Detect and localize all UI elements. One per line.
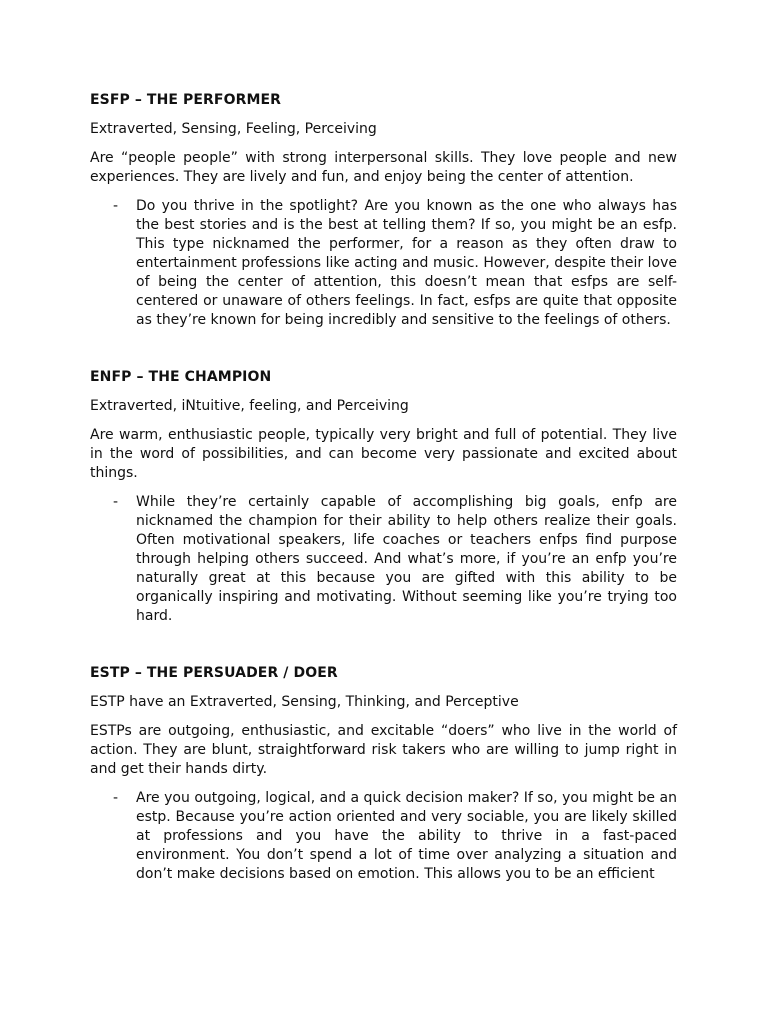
section-enfp	[90, 368, 677, 626]
section-subtitle: ESTP have an Extraverted, Sensing, Thinking, and Perceptive	[90, 694, 519, 710]
bullet-item	[90, 789, 677, 884]
bullet-text: Are you outgoing, logical, and a quick decision maker? If so, you might be an estp. Because you’re action oriented and very sociable, you are likely skilled at professions and you have the ability to thrive in a fast-paced environment. You don’t spend a lot of time over analyzing a situation and don’t make decisions based on emotion. This allows you to be an efficient	[136, 790, 677, 882]
section-heading: ENFP – THE CHAMPION	[90, 369, 272, 385]
bullet-text: While they’re certainly capable of accomplishing big goals, enfp are nicknamed the champion for their ability to help others realize their goals. Often motivational speakers, life coaches or teachers enfps find purpose through helping others succeed. And what’s more, if you’re an enfp you’re naturally great at this because you are gifted with this ability to be organically inspiring and motivating. Without seeming like you’re trying too hard.	[136, 494, 677, 624]
section-heading: ESFP – THE PERFORMER	[90, 92, 282, 108]
section-description: Are warm, enthusiastic people, typically very bright and full of potential. They live in the word of possibilities, and can become very passionate and excited about things.	[90, 427, 677, 481]
section-description: ESTPs are outgoing, enthusiastic, and excitable “doers” who live in the world of action. They are blunt, straightforward risk takers who are willing to jump right in and get their hands dirty.	[90, 723, 677, 777]
bullet-item	[90, 493, 677, 626]
bullet-item	[90, 197, 677, 330]
bullet-text: Do you thrive in the spotlight? Are you known as the one who always has the best stories and is the best at telling them? If so, you might be an esfp. This type nicknamed the performer, for a reason as they often draw to entertainment professions like acting and music. However, despite their love of being the center of attention, this doesn’t mean that esfps are self-centered or unaware of others feelings. In fact, esfps are quite that opposite as they’re known for being incredibly and sensitive to the feelings of others.	[136, 198, 677, 328]
section-description: Are “people people” with strong interpersonal skills. They love people and new experiences. They are lively and fun, and enjoy being the center of attention.	[90, 150, 677, 185]
bullet-marker: -	[113, 494, 119, 510]
section-heading: ESTP – THE PERSUADER / DOER	[90, 665, 338, 681]
section-estp	[90, 664, 677, 884]
section-subtitle: Extraverted, Sensing, Feeling, Perceiving	[90, 121, 377, 137]
bullet-marker: -	[113, 790, 119, 806]
section-esfp	[90, 91, 677, 330]
section-subtitle: Extraverted, iNtuitive, feeling, and Perceiving	[90, 398, 409, 414]
bullet-marker: -	[113, 198, 119, 214]
